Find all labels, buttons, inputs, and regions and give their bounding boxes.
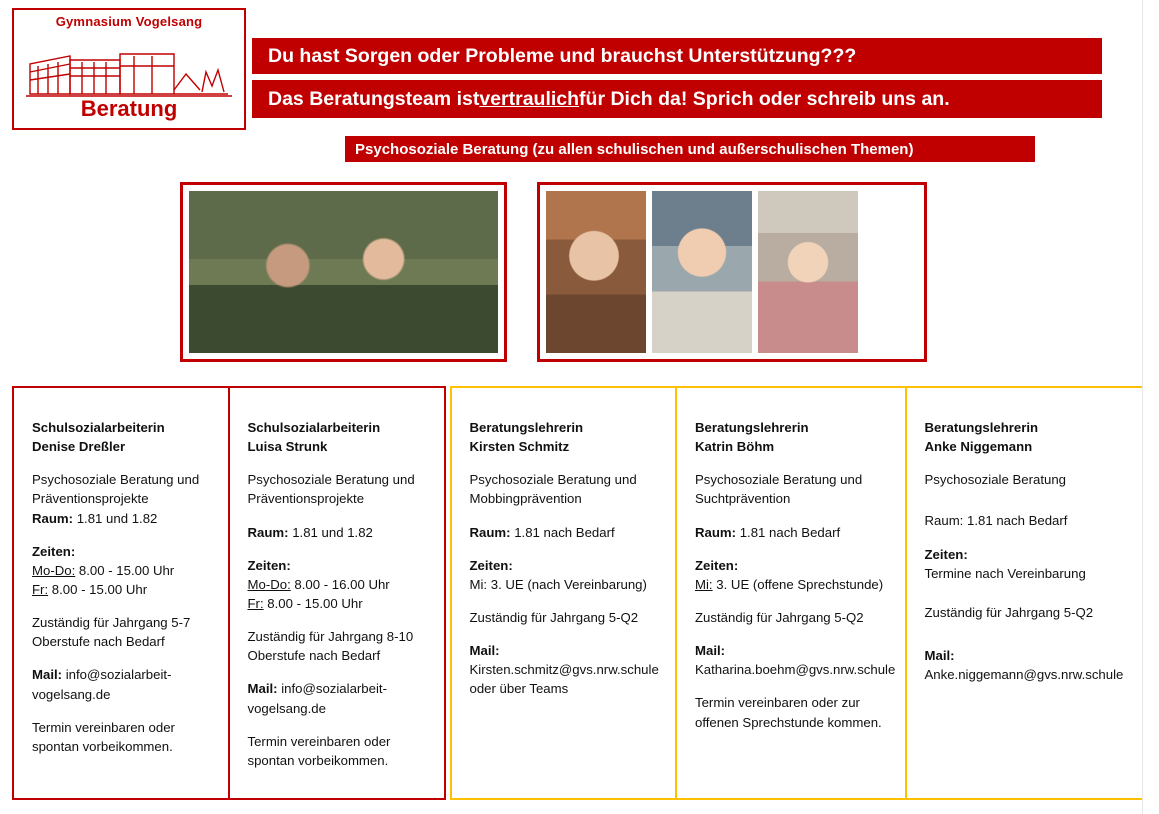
staff-task: Psychosoziale Beratung — [924, 472, 1066, 488]
appointment-note: Termin vereinbaren oder spontan vorbeikommen. — [247, 733, 391, 768]
time-2-day: Fr: — [247, 595, 264, 611]
time-1-day: Mi: — [695, 576, 713, 592]
staff-cards — [12, 386, 1148, 800]
responsible-for: Zuständig für Jahrgang 5-Q2 — [469, 609, 639, 625]
staff-name: Kirsten Schmitz — [469, 439, 570, 455]
time-2-day: Fr: — [32, 581, 49, 597]
room-label: Raum: — [247, 524, 289, 540]
time-2-value: 8.00 - 15.00 Uhr — [263, 595, 363, 611]
banner2-underlined: vertraulich — [479, 87, 580, 110]
time-1-day: Mo-Do: — [32, 562, 76, 578]
mail-value[interactable]: info@sozialarbeit-vogelsang.de — [32, 667, 172, 702]
mail-label: Mail: — [32, 667, 63, 683]
mail-value[interactable]: Anke.niggemann@gvs.nrw.schule — [924, 667, 1124, 683]
mail-label: Mail: — [469, 643, 500, 659]
appointment-note: Termin vereinbaren oder spontan vorbeikommen. — [32, 719, 175, 754]
appointment-note: Termin vereinbaren oder zur offenen Sprechstunde kommen. — [695, 695, 882, 730]
room-label: Raum: — [695, 524, 737, 540]
photo-group-counselors — [537, 182, 927, 362]
room-label: Raum: — [469, 524, 511, 540]
room-label: Raum: — [32, 510, 74, 526]
times-label: Zeiten: — [247, 557, 291, 573]
photo-social-workers — [189, 191, 498, 353]
mail-label: Mail: — [247, 681, 278, 697]
staff-task: Psychosoziale Beratung und Suchtprävention — [695, 472, 863, 507]
mail-value[interactable]: info@sozialarbeit-vogelsang.de — [247, 681, 387, 716]
staff-name: Denise Dreßler — [32, 439, 126, 455]
page-right-margin — [1142, 0, 1159, 814]
banner2-part-1: Das Beratungsteam ist — [268, 87, 480, 110]
staff-card-katrin-boehm — [675, 386, 907, 800]
room-value: 1.81 und 1.82 — [288, 524, 373, 540]
times-label: Zeiten: — [32, 543, 76, 559]
staff-task: Psychosoziale Beratung und Mobbingprävention — [469, 472, 637, 507]
staff-card-denise-dressler — [12, 386, 230, 800]
responsible-for: Zuständig für Jahrgang 5-Q2 — [695, 609, 864, 625]
staff-role: Beratungslehrerin — [695, 420, 809, 435]
room-value: Raum: 1.81 nach Bedarf — [924, 513, 1068, 529]
room-value: 1.81 nach Bedarf — [736, 524, 841, 540]
subtitle-banner: Psychosoziale Beratung (zu allen schulischen und außerschulischen Themen) — [345, 136, 1035, 162]
time-2-value: 8.00 - 15.00 Uhr — [48, 581, 148, 597]
time-1-value: 8.00 - 16.00 Uhr — [290, 576, 390, 592]
times-label: Zeiten: — [924, 546, 968, 562]
room-value: 1.81 und 1.82 — [73, 510, 158, 526]
staff-task: Psychosoziale Beratung und Präventionsprojekte — [32, 472, 200, 507]
staff-role: Beratungslehrerin — [469, 420, 584, 435]
mail-label: Mail: — [924, 647, 955, 663]
mail-label: Mail: — [695, 643, 726, 659]
time-1-value: Termine nach Vereinbarung — [924, 565, 1086, 581]
times-label: Zeiten: — [469, 557, 513, 573]
staff-role: Beratungslehrerin — [924, 420, 1039, 435]
time-1-value: 3. UE (offene Sprechstunde) — [712, 576, 884, 592]
staff-name: Anke Niggemann — [924, 439, 1033, 455]
mail-value[interactable]: Katharina.boehm@gvs.nrw.schule — [695, 662, 896, 678]
staff-task: Psychosoziale Beratung und Präventionsprojekte — [247, 472, 415, 507]
staff-card-luisa-strunk — [228, 386, 446, 800]
photo-counselor-1 — [546, 191, 646, 353]
staff-card-kirsten-schmitz — [450, 386, 678, 800]
mail-value[interactable]: Kirsten.schmitz@gvs.nrw.schule oder über Teams — [469, 662, 659, 697]
time-1-value: 8.00 - 15.00 Uhr — [75, 562, 175, 578]
photo-counselor-3 — [758, 191, 858, 353]
headline-banner-1: Du hast Sorgen oder Probleme und brauchst Unterstützung??? — [252, 38, 1102, 74]
staff-name: Luisa Strunk — [247, 439, 328, 455]
responsible-for: Zuständig für Jahrgang 5-Q2 — [924, 604, 1094, 620]
room-value: 1.81 nach Bedarf — [510, 524, 615, 540]
photo-group-social-workers — [180, 182, 507, 362]
logo-subtitle: Beratung — [80, 96, 178, 121]
time-1-day: Mo-Do: — [247, 576, 291, 592]
logo-title: Gymnasium Vogelsang — [55, 14, 203, 29]
responsible-for: Zuständig für Jahrgang 5-7 Oberstufe nach Bedarf — [32, 615, 191, 650]
photo-counselor-2 — [652, 191, 752, 353]
staff-card-anke-niggemann — [905, 386, 1145, 800]
staff-name: Katrin Böhm — [695, 439, 775, 455]
times-label: Zeiten: — [695, 557, 739, 573]
responsible-for: Zuständig für Jahrgang 8-10 Oberstufe nach Bedarf — [247, 629, 414, 664]
staff-role: Schulsozialarbeiterin — [247, 420, 381, 435]
headline-banner-2 — [252, 80, 1102, 118]
school-logo — [12, 8, 246, 130]
staff-role: Schulsozialarbeiterin — [32, 420, 165, 435]
banner2-part-2: für Dich da! Sprich oder schreib uns an. — [579, 87, 950, 110]
time-1-value: Mi: 3. UE (nach Vereinbarung) — [469, 576, 647, 592]
